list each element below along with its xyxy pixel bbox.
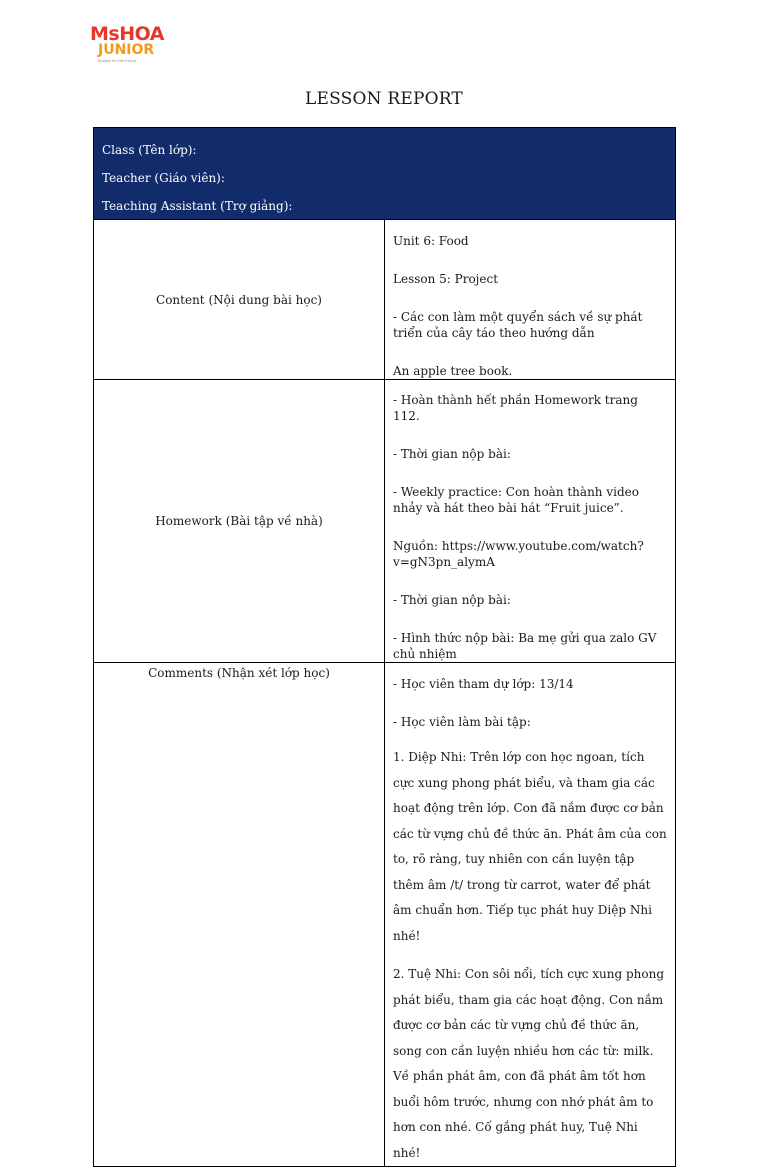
- content-label: Content (Nội dung bài học): [94, 220, 385, 380]
- teaching-assistant-label: Teaching Assistant (Trợ giảng):: [102, 199, 293, 213]
- page-title: LESSON REPORT: [305, 89, 463, 109]
- student-comment: 1. Diệp Nhi: Trên lớp con học ngoan, tích cực xung phong phát biểu, và tham gia các hoạt động trên lớp. Con đã nắm được cơ bản các từ vựng chủ đề thức ăn. Phát âm của con to, rõ ràng, tuy nhiên con cần luyện tập thêm âm /t/ trong từ carrot, water để phát âm chuẩn hơn. Tiếp tục phát huy Diệp Nhi nhé!: [393, 750, 667, 943]
- homework-line: - Hình thức nộp bài: Ba mẹ gửi qua zalo GV chủ nhiệm: [393, 631, 657, 661]
- homework-line: - Thời gian nộp bài:: [393, 447, 511, 461]
- content-row: [94, 220, 676, 380]
- homework-intro-line: - Học viên làm bài tập:: [393, 715, 531, 729]
- homework-row: [94, 380, 676, 663]
- content-line: Lesson 5: Project: [393, 272, 499, 286]
- comments-row: [94, 663, 676, 1167]
- content-cell: [385, 220, 676, 380]
- homework-label: Homework (Bài tập về nhà): [94, 380, 385, 663]
- content-line: An apple tree book.: [393, 364, 513, 378]
- homework-cell: [385, 380, 676, 663]
- comments-cell: [385, 663, 676, 1167]
- logo-text-bottom: JUNIOR: [98, 42, 155, 58]
- class-label: Class (Tên lớp):: [102, 143, 197, 157]
- content-line: Unit 6: Food: [393, 234, 469, 248]
- logo-text-top: MsHOA: [90, 23, 164, 45]
- teacher-label: Teacher (Giáo viên):: [102, 171, 225, 185]
- homework-line: Nguồn: https://www.youtube.com/watch?v=gN3pn_alymA: [393, 539, 644, 569]
- content-line: - Các con làm một quyển sách về sự phát triển của cây táo theo hướng dẫn: [393, 310, 643, 340]
- homework-line: - Thời gian nộp bài:: [393, 593, 511, 607]
- attendance-line: - Học viên tham dự lớp: 13/14: [393, 677, 574, 691]
- brand-logo: [90, 24, 180, 68]
- logo-tagline: English for the future: [98, 59, 137, 63]
- lesson-report-table: [93, 127, 676, 1167]
- class-info-header: [94, 128, 676, 220]
- comments-label: Comments (Nhận xét lớp học): [94, 663, 385, 1167]
- student-comment: 2. Tuệ Nhi: Con sôi nổi, tích cực xung phong phát biểu, tham gia các hoạt động. Con nắm được cơ bản các từ vựng chủ đề thức ăn, song con cần luyện nhiều hơn các từ: milk. Về phần phát âm, con đã phát âm tốt hơn buổi hôm trước, nhưng con nhớ phát âm to hơn con nhé. Cố gắng phát huy, Tuệ Nhi nhé!: [393, 967, 665, 1160]
- homework-line: - Weekly practice: Con hoàn thành video nhảy và hát theo bài hát “Fruit juice”.: [393, 485, 639, 515]
- header-row: [94, 128, 676, 220]
- homework-line: - Hoàn thành hết phần Homework trang 112.: [393, 393, 638, 423]
